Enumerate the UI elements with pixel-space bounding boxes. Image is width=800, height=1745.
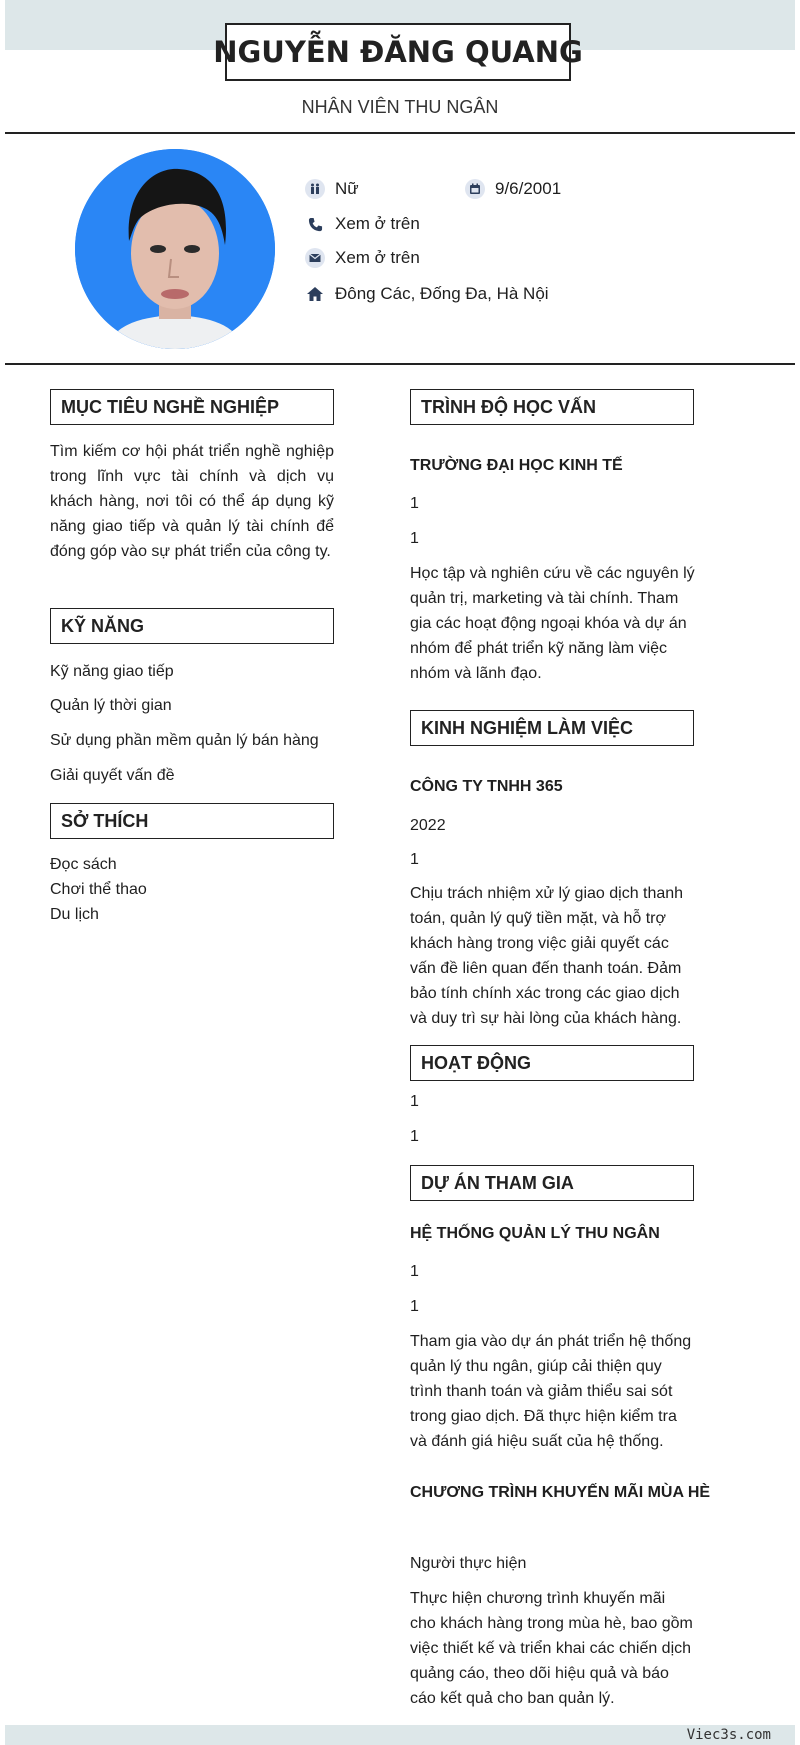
email-icon — [305, 248, 325, 268]
footer-watermark: Viec3s.com — [686, 1727, 771, 1743]
section-education-title: TRÌNH ĐỘ HỌC VẤN — [410, 389, 694, 425]
section-hobbies-title: SỞ THÍCH — [50, 803, 334, 839]
objective-text: Tìm kiếm cơ hội phát triển nghề nghiệp trong lĩnh vực tài chính và dịch vụ khách hàng, nơi tôi có thể áp dụng kỹ năng giao tiếp và quản lý tài chính để đóng góp vào sự phát triển của công ty. — [50, 443, 334, 560]
phone-icon — [305, 214, 325, 234]
section-activities-title: HOẠT ĐỘNG — [410, 1045, 694, 1081]
project-name: CHƯƠNG TRÌNH KHUYẾN MÃI MÙA HÈ — [410, 1484, 711, 1501]
contact-birthdate — [465, 179, 561, 199]
avatar — [75, 149, 275, 349]
experience-description: Chịu trách nhiệm xử lý giao dịch thanh toán, quản lý quỹ tiền mặt, và hỗ trợ khách hàng trong việc giải quyết các vấn đề liên quan đến thanh toán. Đảm bảo tính chính xác trong các giao dịch và duy trì sự hài lòng của khách hàng. — [410, 885, 684, 1027]
experience-year: 2022 — [410, 817, 446, 834]
email-value: Xem ở trên — [335, 248, 420, 267]
project-line: 1 — [410, 1298, 419, 1315]
project-name: HỆ THỐNG QUẢN LÝ THU NGÂN — [410, 1225, 660, 1242]
education-description: Học tập và nghiên cứu về các nguyên lý quản trị, marketing và tài chính. Tham gia các hoạt động ngoại khóa và dự án nhóm để phát triển kỹ năng làm việc nhóm và lãnh đạo. — [410, 565, 695, 682]
skill-item: Sử dụng phần mềm quản lý bán hàng — [50, 732, 319, 749]
avatar-portrait — [75, 149, 275, 349]
contact-phone — [305, 214, 420, 234]
activity-line: 1 — [410, 1093, 419, 1110]
section-projects-title: DỰ ÁN THAM GIA — [410, 1165, 694, 1201]
job-title: NHÂN VIÊN THU NGÂN — [301, 97, 499, 117]
experience-line: 1 — [410, 851, 419, 868]
phone-value: Xem ở trên — [335, 214, 420, 233]
experience-company: CÔNG TY TNHH 365 — [410, 778, 563, 795]
project-description: Tham gia vào dự án phát triển hệ thống quản lý thu ngân, giúp cải thiện quy trình thanh toán và giảm thiểu sai sót trong giao dịch. Đã thực hiện kiểm tra và đánh giá hiệu suất của hệ thống. — [410, 1333, 692, 1450]
gender-value: Nữ — [335, 179, 359, 198]
skill-item: Quản lý thời gian — [50, 697, 172, 714]
cv-page — [5, 0, 795, 1745]
body-divider — [5, 363, 795, 365]
section-experience-title: KINH NGHIỆM LÀM VIỆC — [410, 710, 694, 746]
education-line: 1 — [410, 530, 419, 547]
header-divider — [5, 132, 795, 134]
section-skills-title: KỸ NĂNG — [50, 608, 334, 644]
project-role: Người thực hiện — [410, 1555, 527, 1572]
education-school: TRƯỜNG ĐẠI HỌC KINH TẾ — [410, 457, 623, 474]
activity-line: 1 — [410, 1128, 419, 1145]
contact-address — [305, 284, 549, 304]
education-line: 1 — [410, 495, 419, 512]
contact-email — [305, 248, 420, 268]
contact-gender — [305, 179, 359, 199]
candidate-name: NGUYỄN ĐĂNG QUANG — [213, 35, 583, 69]
project-description: Thực hiện chương trình khuyến mãi cho khách hàng trong mùa hè, bao gồm việc thiết kế và triển khai các chiến dịch quảng cáo, theo dõi hiệu quả và báo cáo kết quả cho ban quản lý. — [410, 1590, 693, 1707]
calendar-icon — [465, 179, 485, 199]
gender-icon — [305, 179, 325, 199]
hobby-item: Du lịch — [50, 906, 99, 923]
address-value: Đông Các, Đống Đa, Hà Nội — [335, 284, 549, 303]
skill-item: Giải quyết vấn đề — [50, 767, 175, 784]
hobby-item: Đọc sách — [50, 856, 117, 873]
name-box — [213, 23, 583, 81]
hobby-item: Chơi thể thao — [50, 881, 147, 898]
project-line: 1 — [410, 1263, 419, 1280]
skill-item: Kỹ năng giao tiếp — [50, 663, 174, 680]
home-icon — [305, 284, 325, 304]
section-objective-title: MỤC TIÊU NGHỀ NGHIỆP — [50, 389, 334, 425]
bottom-band — [5, 1725, 795, 1745]
birthdate-value: 9/6/2001 — [495, 179, 562, 198]
